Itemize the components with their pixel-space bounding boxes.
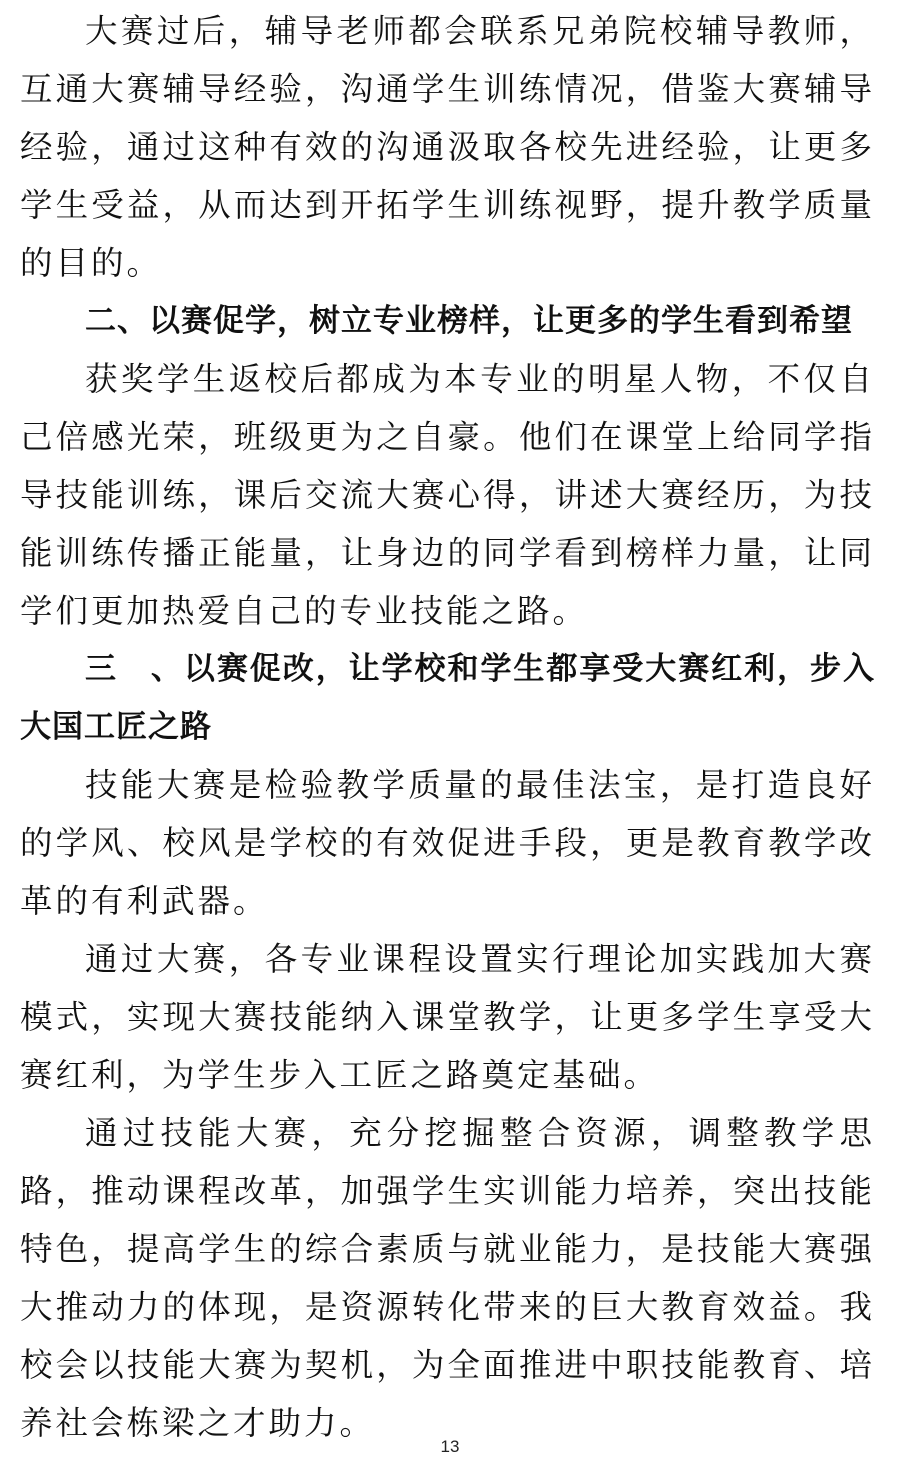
paragraph-role-models: 获奖学生返校后都成为本专业的明星人物，不仅自己倍感光荣，班级更为之自豪。他们在课堂上给同学指导技能训练，课后交流大赛心得，讲述大赛经历，为技能训练传播正能量，让身边的同学看到榜样力量，让同学们更加热爱自己的专业技能之路。 bbox=[20, 360, 875, 630]
section-heading-3: 三 、以赛促改，让学校和学生都享受大赛红利，步入大国工匠之路 bbox=[20, 651, 875, 745]
document-page bbox=[20, 0, 875, 1452]
paragraph-curriculum-mode: 通过大赛，各专业课程设置实行理论加实践加大赛模式，实现大赛技能纳入课堂教学，让更多学生享受大赛红利，为学生步入工匠之路奠定基础。 bbox=[20, 940, 875, 1094]
paragraph-reform-benefits: 通过技能大赛，充分挖掘整合资源，调整教学思路，推动课程改革，加强学生实训能力培养，突出技能特色，提高学生的综合素质与就业能力，是技能大赛强大推动力的体现，是资源转化带来的巨大教育效益。我校会以技能大赛为契机，为全面推进中职技能教育、培养社会栋梁之才助力。 bbox=[20, 1114, 875, 1442]
paragraph-teaching-quality: 技能大赛是检验教学质量的最佳法宝，是打造良好的学风、校风是学校的有效促进手段，更是教育教学改革的有利武器。 bbox=[20, 766, 875, 920]
section-heading-2: 二、以赛促学，树立专业榜样，让更多的学生看到希望 bbox=[85, 303, 853, 339]
paragraph-coach-exchange: 大赛过后，辅导老师都会联系兄弟院校辅导教师，互通大赛辅导经验，沟通学生训练情况，借鉴大赛辅导经验，通过这种有效的沟通汲取各校先进经验，让更多学生受益，从而达到开拓学生训练视野，提升教学质量的目的。 bbox=[20, 12, 875, 282]
page-number: 13 bbox=[440, 1437, 460, 1456]
